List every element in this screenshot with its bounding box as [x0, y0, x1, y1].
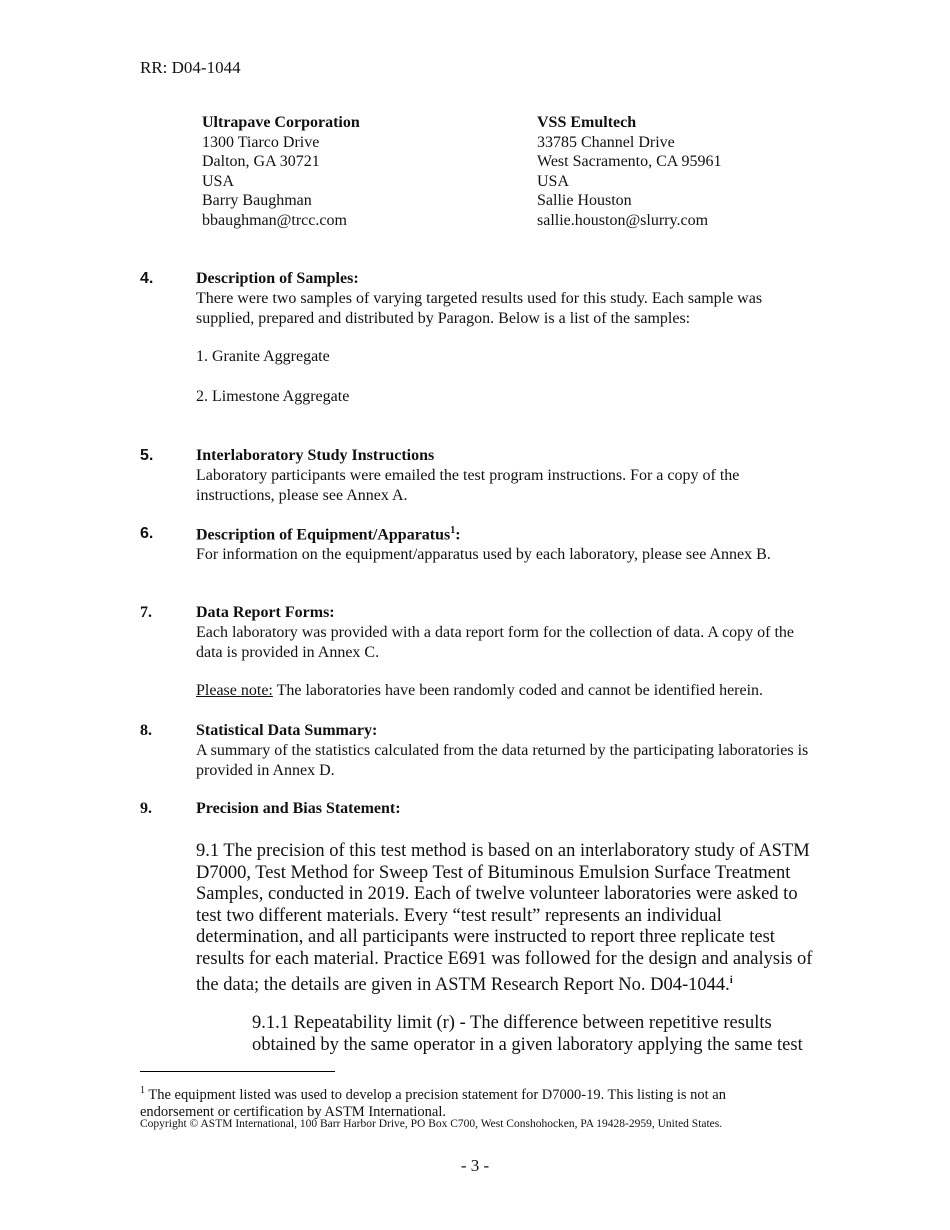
page-number: - 3 -	[460, 1156, 490, 1175]
heading-colon: :	[455, 526, 461, 544]
street: 33785 Channel Drive	[537, 133, 675, 151]
footnote-text: The equipment listed was used to develop a precision statement for D7000-19. This listing is not an endorsement or certification by ASTM International.	[140, 1086, 726, 1120]
section-heading: Statistical Data Summary:	[196, 722, 378, 739]
country: USA	[537, 172, 570, 190]
list-item: 2. Limestone Aggregate	[196, 388, 350, 405]
section-heading	[196, 525, 461, 544]
address-block-vss	[537, 113, 857, 230]
section-number: 6.	[140, 525, 154, 542]
endnote-ref: i	[729, 975, 733, 986]
repeatability-paragraph: 9.1.1 Repeatability limit (r) - The difference between repetitive results obtained by the same operator in a given laboratory applying the same test	[252, 1013, 803, 1055]
note-text: The laboratories have been randomly coded and cannot be identified herein.	[272, 682, 764, 699]
city: Dalton, GA 30721	[202, 153, 320, 170]
copyright: Copyright © ASTM International, 100 Barr Harbor Drive, PO Box C700, West Conshohocken, PA 19428-2959, United States.	[140, 1118, 723, 1130]
section-number: 7.	[140, 604, 152, 621]
footnote-divider	[140, 1071, 335, 1072]
report-id: RR: D04-1044	[140, 58, 241, 77]
footnote-ref: 1	[450, 525, 456, 536]
section-heading: Data Report Forms:	[196, 604, 335, 621]
section-number: 8.	[140, 722, 152, 739]
heading-text: Description of Equipment/Apparatus	[196, 526, 451, 544]
section-heading: Description of Samples:	[196, 270, 359, 287]
email: bbaughman@trcc.com	[202, 211, 347, 229]
section-body: For information on the equipment/apparatus used by each laboratory, please see Annex B.	[196, 546, 771, 563]
contact-name: Sallie Houston	[537, 192, 632, 209]
section-body: A summary of the statistics calculated from the data returned by the participating laboratories is provided in Annex D.	[196, 742, 809, 779]
precision-paragraph	[196, 841, 814, 997]
paragraph-text: 9.1 The precision of this test method is based on an interlaboratory study of ASTM D7000, Test Method for Sweep Test of Bituminous Emulsion Surface Treatment Samples, conducted in 2019. Each of twelve volunteer laboratories were asked to test two different materials. Every “test result” represents an individual determination, and all participants were instructed to report three replicate test results for each material. Practice E691 was followed for the design and analysis of the data; the details are given in ASTM Research Report No. D04-1044.	[196, 841, 813, 996]
address-block-ultrapave	[202, 113, 522, 230]
section-number: 9.	[140, 800, 152, 817]
country: USA	[202, 172, 235, 190]
section-body: Laboratory participants were emailed the test program instructions. For a copy of the instructions, please see Annex A.	[196, 467, 740, 504]
section-body: Each laboratory was provided with a data report form for the collection of data. A copy of the data is provided in Annex C.	[196, 624, 795, 661]
section-number: 4.	[140, 270, 154, 287]
email: sallie.houston@slurry.com	[537, 211, 709, 229]
section-heading: Precision and Bias Statement:	[196, 800, 401, 817]
note-label: Please note:	[196, 682, 273, 699]
street: 1300 Tiarco Drive	[202, 133, 320, 151]
note	[196, 682, 836, 700]
section-heading: Interlaboratory Study Instructions	[196, 447, 435, 464]
contact-name: Barry Baughman	[202, 192, 312, 209]
section-number: 5.	[140, 447, 154, 464]
company-name: VSS Emultech	[537, 114, 637, 131]
section-body: There were two samples of varying targeted results used for this study. Each sample was supplied, prepared and distributed by Paragon. Below is a list of the samples:	[196, 290, 763, 327]
company-name: Ultrapave Corporation	[202, 114, 360, 131]
list-item: 1. Granite Aggregate	[196, 348, 330, 365]
footnote	[140, 1082, 800, 1121]
footnote-marker: 1	[140, 1085, 145, 1096]
city: West Sacramento, CA 95961	[537, 153, 722, 170]
